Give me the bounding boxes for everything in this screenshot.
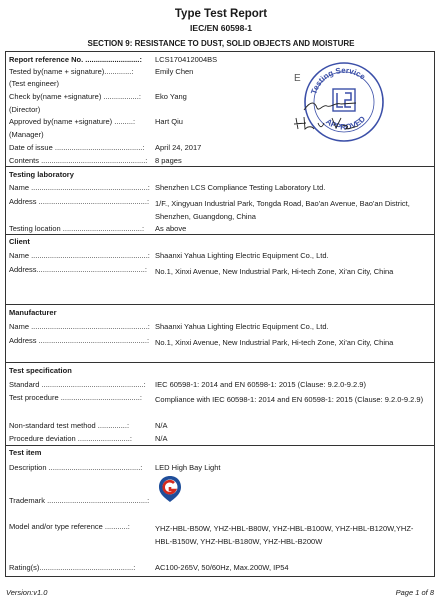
lab-address-label: Address ....................................................:: [9, 197, 150, 206]
divider: [6, 234, 434, 235]
spec-deviation-label: Procedure deviation .........................:: [9, 434, 132, 443]
date-value: April 24, 2017: [155, 143, 202, 152]
client-heading: Client: [9, 237, 30, 246]
signature-check: [301, 98, 361, 114]
client-address-label: Address....................................................:: [9, 265, 147, 274]
lab-name-label: Name ........................................................:: [9, 183, 150, 192]
spec-procedure-value: Compliance with IEC 60598-1: 2014 and EN 60598-1: 2015 (Clause: 9.2.0-9.2.9): [155, 395, 424, 404]
item-desc-label: Description ............................................:: [9, 463, 143, 472]
stamp-letter-e: E: [294, 73, 301, 84]
spec-procedure-label: Test procedure ......................................:: [9, 393, 142, 402]
item-rating-value: AC100-265V, 50/60Hz, Max.200W, IP54: [155, 563, 289, 572]
ref-label: Report reference No. ..........................:: [9, 55, 142, 64]
tested-label: Tested by(name + signature).............:: [9, 67, 134, 76]
check-label: Check by(name +signature) .................:: [9, 92, 141, 101]
spec-standard-value: IEC 60598-1: 2014 and EN 60598-1: 2015 (Clause: 9.2.0-9.2.9): [155, 380, 366, 389]
manufacturer-address-label: Address ....................................................:: [9, 336, 150, 345]
client-name-value: Shaanxi Yahua Lighting Electric Equipment Co., Ltd.: [155, 251, 329, 260]
divider: [6, 362, 434, 363]
standard-title: IEC/EN 60598-1: [190, 23, 252, 33]
item-desc-value: LED High Bay Light: [155, 463, 221, 472]
lab-address-value: 1/F., Xingyuan Industrial Park, Tongda Road, Bao'an Avenue, Bao'an District, Shenzhen, Guangdong, China: [155, 199, 410, 221]
spec-standard-label: Standard .................................................:: [9, 380, 146, 389]
manufacturer-address-value: No.1, Xinxi Avenue, New Industrial Park, Hi-tech Zone, Xi'an City, China: [155, 338, 394, 347]
item-model-label: Model and/or type reference ...........:: [9, 522, 130, 531]
ref-value: LCS170412004BS: [155, 55, 218, 64]
signature-approved: [292, 114, 362, 132]
date-label: Date of issue ..........................................:: [9, 143, 145, 152]
footer-page-number: Page 1 of 8: [395, 588, 434, 597]
divider: [6, 166, 434, 167]
divider: [6, 445, 434, 446]
report-title: Type Test Report: [174, 8, 268, 20]
item-rating-label: Rating(s).............................................:: [9, 563, 136, 572]
manufacturer-heading: Manufacturer: [9, 308, 57, 317]
item-heading: Test item: [9, 448, 42, 457]
item-model-value: YHZ-HBL-B50W, YHZ-HBL-B80W, YHZ-HBL-B100W, YHZ-HBL-B120W,YHZ-HBL-B150W, YHZ-HBL-B180W, YHZ-HBL-B200W: [155, 524, 414, 546]
divider: [6, 304, 434, 305]
stamp-bottom-text: APPROVED: [324, 114, 368, 132]
client-name-label: Name ........................................................:: [9, 251, 150, 260]
manufacturer-name-label: Name ........................................................:: [9, 322, 150, 331]
stamp-top-text: Testing Service: [309, 65, 367, 96]
check-role: (Director): [9, 105, 41, 114]
approved-label: Approved by(name +signature) .........:: [9, 117, 136, 126]
approved-role: (Manager): [9, 130, 44, 139]
lab-name-value: Shenzhen LCS Compliance Testing Laboratory Ltd.: [155, 183, 326, 192]
spec-nonstd-label: Non-standard test method ..............:: [9, 421, 130, 430]
lab-heading: Testing laboratory: [9, 170, 74, 179]
manufacturer-name-value: Shaanxi Yahua Lighting Electric Equipment Co., Ltd.: [155, 322, 329, 331]
tested-role: (Test engineer): [9, 79, 60, 88]
lab-location-value: As above: [155, 224, 187, 233]
lab-location-label: Testing location ......................................:: [9, 224, 145, 233]
section-title: SECTION 9: RESISTANCE TO DUST, SOLID OBJECTS AND MOISTURE: [87, 39, 355, 48]
client-address-value: No.1, Xinxi Avenue, New Industrial Park, Hi-tech Zone, Xi'an City, China: [155, 267, 394, 276]
trademark-logo: [158, 475, 182, 503]
spec-nonstd-value: N/A: [155, 421, 168, 430]
spec-heading: Test specification: [9, 366, 72, 375]
approved-value: Hart Qiu: [155, 117, 183, 126]
check-value: Eko Yang: [155, 92, 187, 101]
footer-version: Version:v1.0: [6, 588, 48, 597]
contents-label: Contents ..................................................:: [9, 156, 148, 165]
spec-deviation-value: N/A: [155, 434, 168, 443]
report-frame: [5, 51, 435, 577]
contents-value: 8 pages: [155, 156, 182, 165]
tested-value: Emily Chen: [155, 67, 194, 76]
item-trademark-label: Trademark ................................................:: [9, 496, 150, 505]
